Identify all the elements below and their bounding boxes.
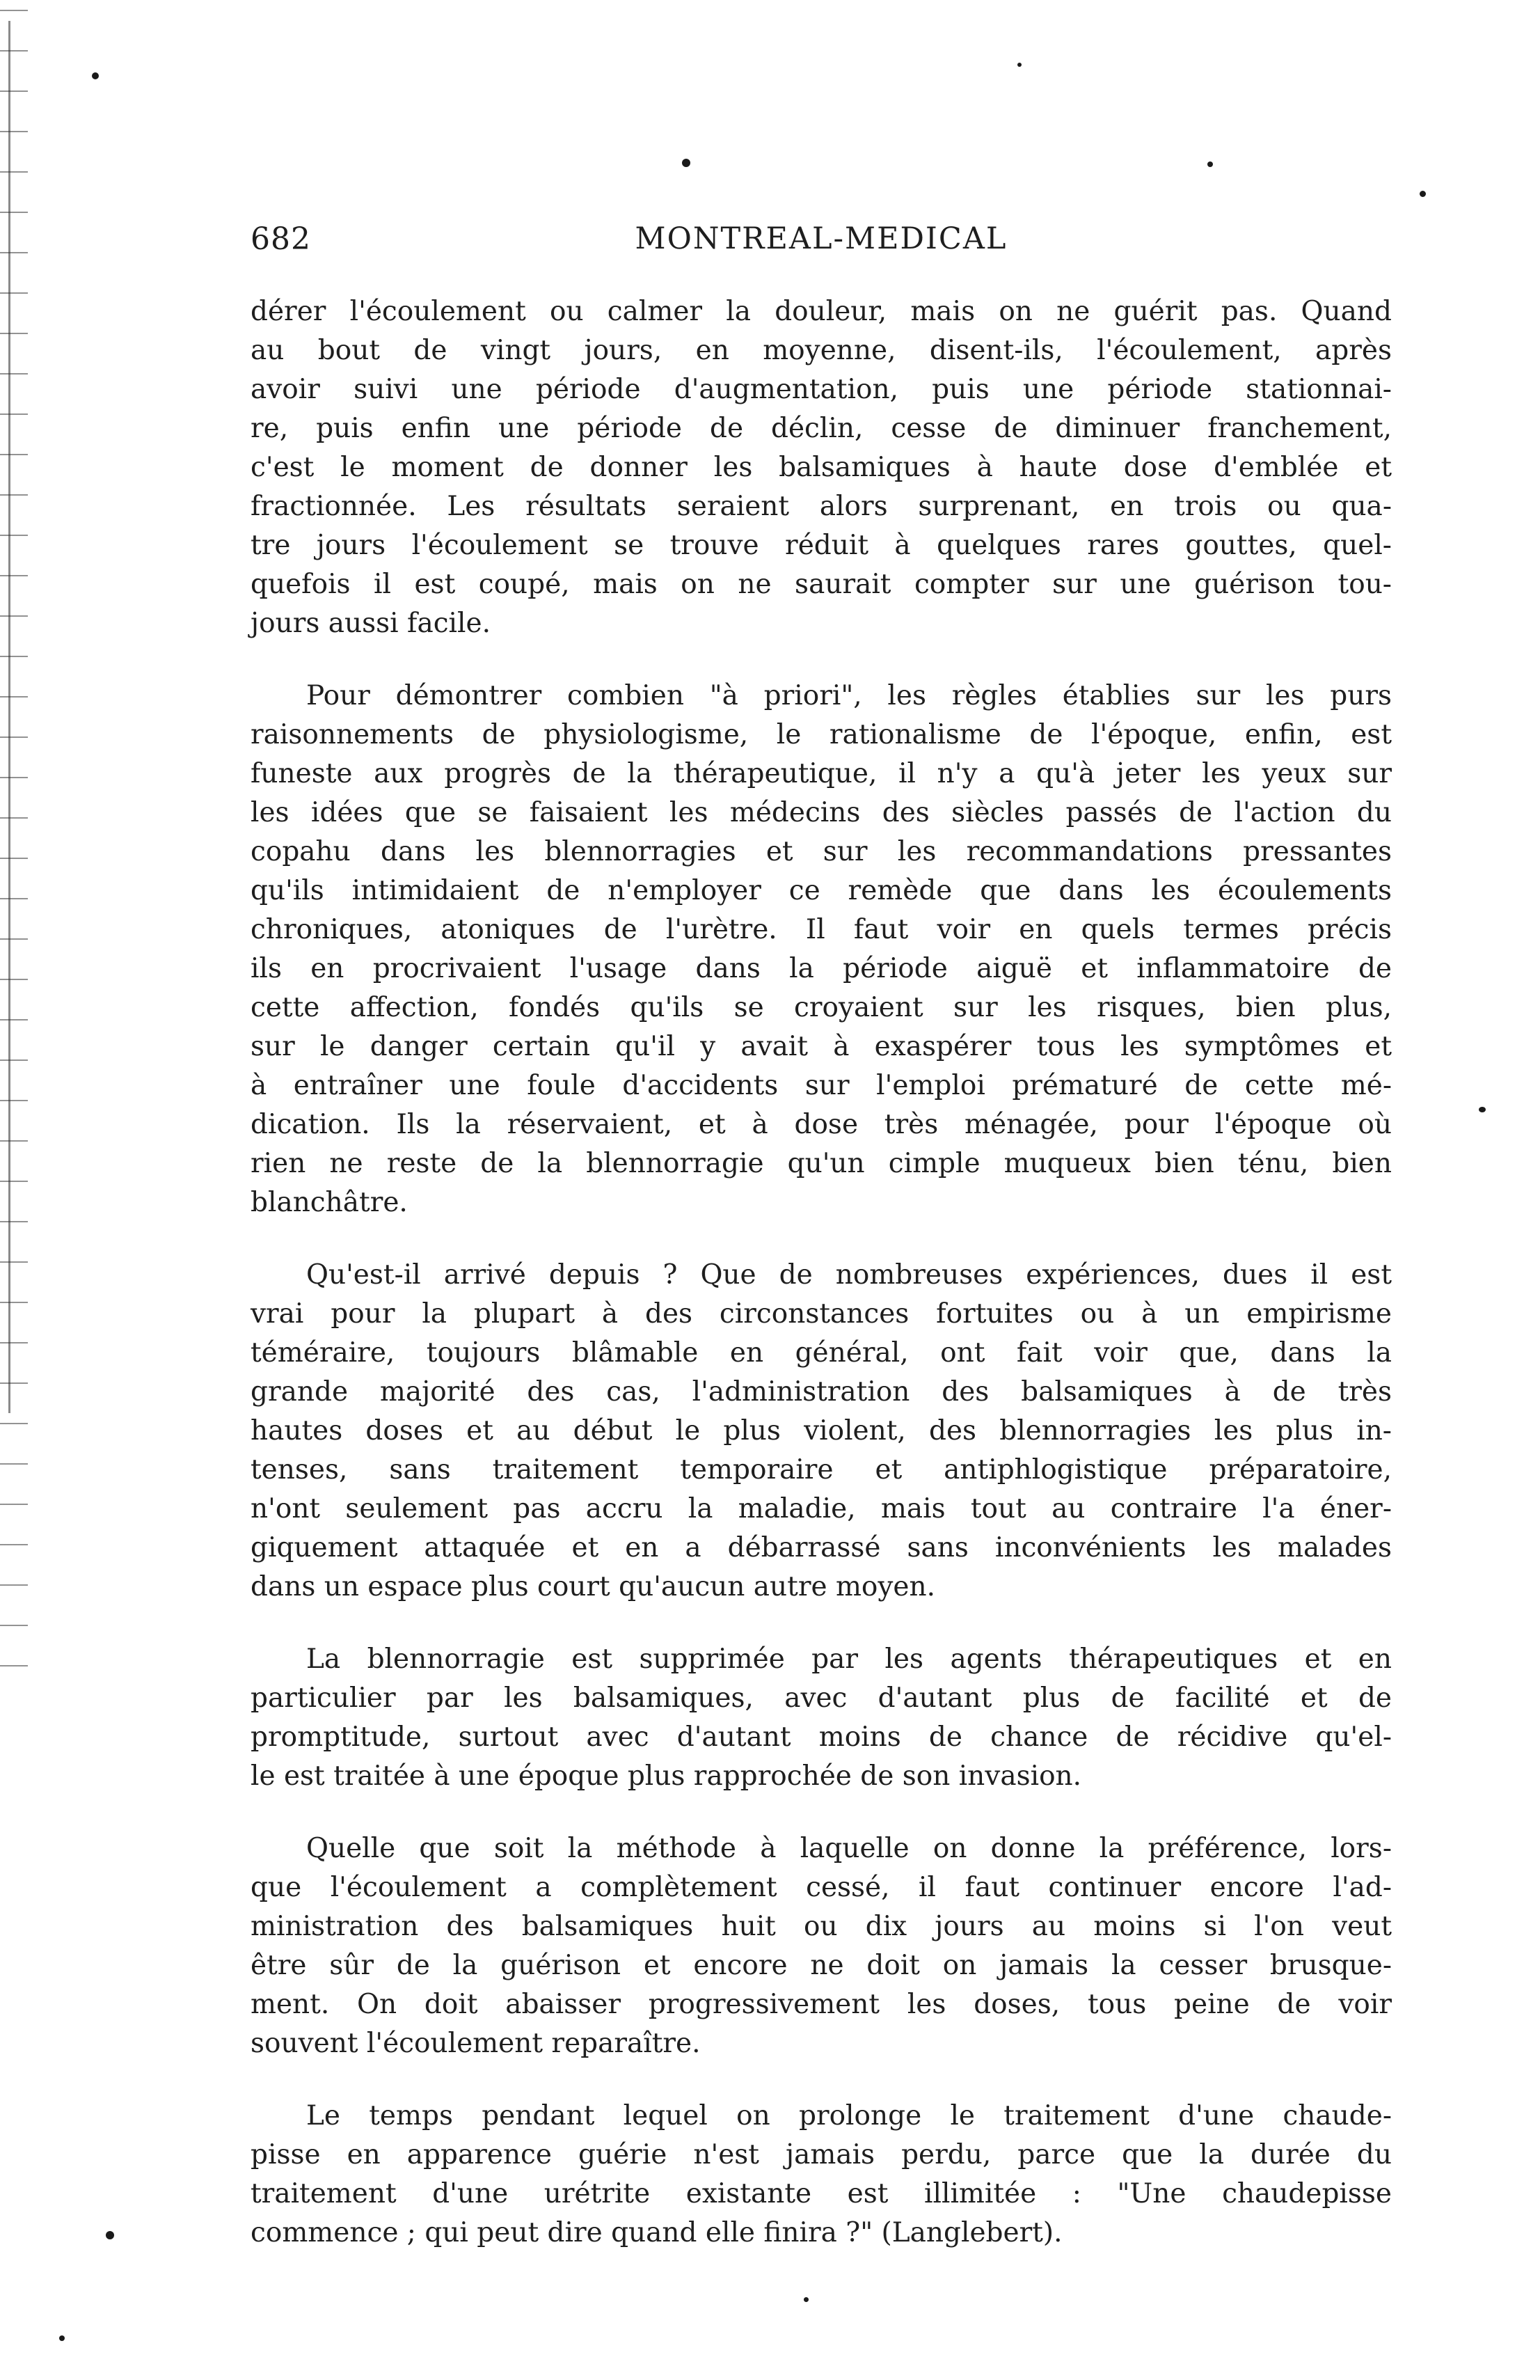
text-line: Qu'est-il arrivé depuis ? Que de nombreuses expériences, dues il est xyxy=(306,1259,1392,1291)
text-line: dans un espace plus court qu'aucun autre moyen. xyxy=(251,1571,936,1602)
text-line: copahu dans les blennorragies et sur les recommandations pressantes xyxy=(251,836,1392,867)
text-line: blanchâtre. xyxy=(251,1187,408,1218)
text-line: jours aussi facile. xyxy=(251,608,491,639)
speck xyxy=(92,72,99,79)
text-line: ils en procrivaient l'usage dans la période aiguë et inflammatoire de xyxy=(251,953,1392,984)
paragraph xyxy=(251,1829,1392,2063)
text-line: Le temps pendant lequel on prolonge le traitement d'une chaude- xyxy=(306,2100,1392,2131)
speck xyxy=(1017,63,1022,67)
text-line: le est traitée à une époque plus rapprochée de son invasion. xyxy=(251,1760,1082,1792)
text-line: cette affection, fondés qu'ils se croyaient sur les risques, bien plus, xyxy=(251,992,1392,1023)
text-line: dérer l'écoulement ou calmer la douleur, mais on ne guérit pas. Quand xyxy=(251,296,1392,327)
text-line: ministration des balsamiques huit ou dix jours au moins si l'on veut xyxy=(251,1911,1392,1942)
text-line: hautes doses et au début le plus violent, des blennorragies les plus in- xyxy=(251,1415,1392,1447)
speck xyxy=(59,2335,65,2341)
text-line: sur le danger certain qu'il y avait à exaspérer tous les symptômes et xyxy=(251,1031,1392,1062)
text-line: traitement d'une urétrite existante est illimitée : "Une chaudepisse xyxy=(251,2178,1392,2209)
text-line: téméraire, toujours blâmable en général, ont fait voir que, dans la xyxy=(251,1337,1392,1369)
body-text xyxy=(251,292,1392,2286)
text-line: n'ont seulement pas accru la maladie, mais tout au contraire l'a éner- xyxy=(251,1493,1392,1524)
text-line: avoir suivi une période d'augmentation, puis une période stationnai- xyxy=(251,374,1392,405)
speck xyxy=(1207,161,1213,167)
binding-line xyxy=(8,21,10,1413)
text-line: être sûr de la guérison et encore ne doit on jamais la cesser brusque- xyxy=(251,1950,1392,1981)
text-line: dication. Ils la réservaient, et à dose très ménagée, pour l'époque où xyxy=(251,1109,1392,1140)
speck xyxy=(804,2297,809,2302)
text-line: pisse en apparence guérie n'est jamais perdu, parce que la durée du xyxy=(251,2139,1392,2170)
text-line: La blennorragie est supprimée par les agents thérapeutiques et en xyxy=(306,1644,1392,1675)
text-line: quefois il est coupé, mais on ne saurait compter sur une guérison tou- xyxy=(251,569,1392,600)
text-line: ment. On doit abaisser progressivement les doses, tous peine de voir xyxy=(251,1989,1392,2020)
text-line: commence ; qui peut dire quand elle finira ?" (Langlebert). xyxy=(251,2217,1063,2248)
text-line: à entraîner une foule d'accidents sur l'emploi prématuré de cette mé- xyxy=(251,1070,1392,1101)
text-line: Quelle que soit la méthode à laquelle on donne la préférence, lors- xyxy=(306,1833,1392,1864)
paragraph xyxy=(251,677,1392,1222)
speck xyxy=(682,159,690,167)
text-line: raisonnements de physiologisme, le rationalisme de l'époque, enfin, est xyxy=(251,719,1392,750)
page-number: 682 xyxy=(251,221,311,257)
text-line: les idées que se faisaient les médecins des siècles passés de l'action du xyxy=(251,797,1392,828)
speck xyxy=(1420,191,1426,197)
text-line: tre jours l'écoulement se trouve réduit à quelques rares gouttes, quel- xyxy=(251,530,1392,561)
speck xyxy=(1479,1107,1486,1112)
binding-edge xyxy=(0,0,28,1671)
text-line: tenses, sans traitement temporaire et antiphlogistique préparatoire, xyxy=(251,1454,1392,1485)
text-line: que l'écoulement a complètement cessé, il faut continuer encore l'ad- xyxy=(251,1872,1392,1903)
running-title: MONTREAL-MEDICAL xyxy=(635,221,1008,256)
text-line: souvent l'écoulement reparaître. xyxy=(251,2028,701,2059)
text-line: rien ne reste de la blennorragie qu'un cimple muqueux bien ténu, bien xyxy=(251,1148,1392,1179)
text-line: c'est le moment de donner les balsamiques à haute dose d'emblée et xyxy=(251,452,1392,483)
text-line: Pour démontrer combien "à priori", les règles établies sur les purs xyxy=(306,680,1392,711)
text-line: qu'ils intimidaient de n'employer ce remède que dans les écoulements xyxy=(251,875,1392,906)
paragraph xyxy=(251,1256,1392,1607)
paragraph xyxy=(251,292,1392,643)
text-line: chroniques, atoniques de l'urètre. Il faut voir en quels termes précis xyxy=(251,914,1392,945)
page-header xyxy=(251,221,1392,263)
text-line: grande majorité des cas, l'administration des balsamiques à de très xyxy=(251,1376,1392,1408)
text-line: giquement attaquée et en a débarrassé sans inconvénients les malades xyxy=(251,1532,1392,1563)
text-line: promptitude, surtout avec d'autant moins de chance de récidive qu'el- xyxy=(251,1721,1392,1753)
text-line: au bout de vingt jours, en moyenne, disent-ils, l'écoulement, après xyxy=(251,335,1392,366)
text-line: re, puis enfin une période de déclin, cesse de diminuer franchement, xyxy=(251,413,1392,444)
text-line: particulier par les balsamiques, avec d'autant plus de facilité et de xyxy=(251,1682,1392,1714)
text-line: funeste aux progrès de la thérapeutique, il n'y a qu'à jeter les yeux sur xyxy=(251,758,1392,789)
paragraph xyxy=(251,2097,1392,2253)
speck xyxy=(106,2231,114,2239)
paragraph xyxy=(251,1640,1392,1796)
text-line: fractionnée. Les résultats seraient alors surprenant, en trois ou qua- xyxy=(251,491,1392,522)
text-line: vrai pour la plupart à des circonstances fortuites ou à un empirisme xyxy=(251,1298,1392,1330)
